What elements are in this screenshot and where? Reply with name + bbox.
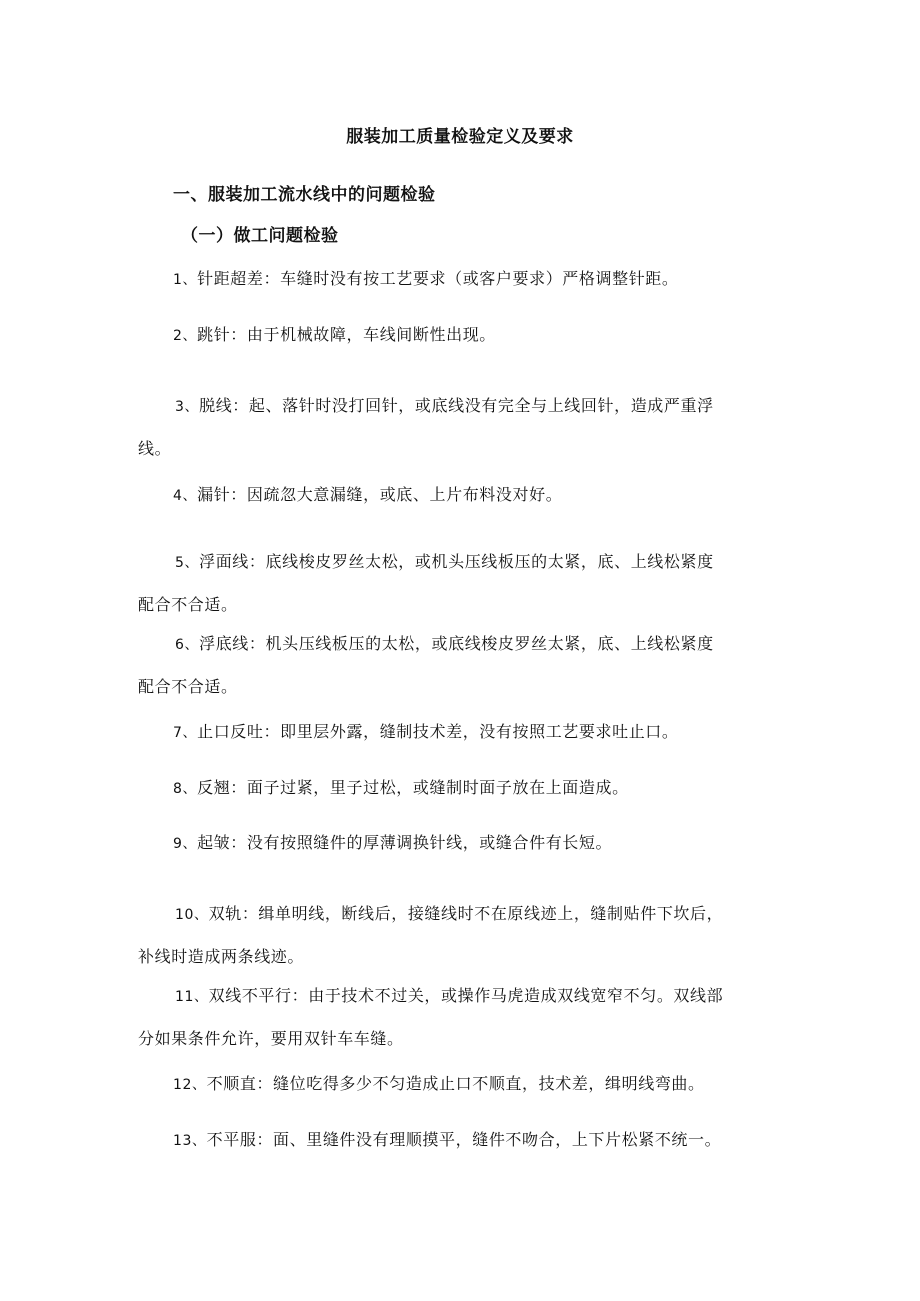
list-item-line <box>138 314 798 357</box>
list-item <box>138 474 798 517</box>
list-item-line <box>138 822 798 865</box>
list-item-line <box>138 711 798 754</box>
list-item-line: 补线时造成两条线迹。 <box>138 947 305 966</box>
item-text: 反翘：面子过紧，里子过松，或缝制时面子放在上面造成。 <box>197 778 629 797</box>
item-number: 8、 <box>173 781 198 797</box>
list-item <box>138 1063 798 1106</box>
list-item-line: 配合不合适。 <box>138 595 238 614</box>
item-number: 1、 <box>173 272 198 288</box>
list-item <box>138 711 798 754</box>
item-number: 7、 <box>173 725 198 741</box>
item-text: 浮面线：底线梭皮罗丝太松，或机头压线板压的太紧，底、上线松紧度 <box>199 552 714 571</box>
list-item-line <box>138 623 798 666</box>
list-item <box>138 314 798 357</box>
item-number: 5、 <box>175 555 200 571</box>
item-text: 针距超差：车缝时没有按工艺要求（或客户要求）严格调整针距。 <box>197 269 679 288</box>
list-item <box>138 767 798 810</box>
item-number: 10、 <box>175 907 209 923</box>
subsection-heading: （一）做工问题检验 <box>181 226 339 246</box>
section-heading: 一、服装加工流水线中的问题检验 <box>173 185 436 205</box>
item-text: 起皱：没有按照缝件的厚薄调换针线，或缝合件有长短。 <box>197 833 613 852</box>
list-item-line: 配合不合适。 <box>138 677 238 696</box>
list-item-line <box>138 975 798 1018</box>
list-item-line <box>138 767 798 810</box>
item-number: 2、 <box>173 328 198 344</box>
list-item <box>138 975 798 1059</box>
item-number: 4、 <box>173 488 198 504</box>
list-item <box>138 623 798 707</box>
item-number: 3、 <box>175 399 200 415</box>
list-item-line <box>138 474 798 517</box>
item-number: 9、 <box>173 836 198 852</box>
list-item-line <box>138 541 798 584</box>
list-item-line: 分如果条件允许，要用双针车车缝。 <box>138 1029 404 1048</box>
item-text: 脱线：起、落针时没打回针，或底线没有完全与上线回针，造成严重浮 <box>199 396 714 415</box>
list-item-line <box>138 258 798 301</box>
item-text: 不顺直：缝位吃得多少不匀造成止口不顺直，技术差，缉明线弯曲。 <box>206 1074 705 1093</box>
item-text: 漏针：因疏忽大意漏缝，或底、上片布料没对好。 <box>197 485 563 504</box>
item-text: 止口反吐：即里层外露，缝制技术差，没有按照工艺要求吐止口。 <box>197 722 679 741</box>
item-number: 6、 <box>175 637 200 653</box>
list-item-line <box>138 893 798 936</box>
document-title: 服装加工质量检验定义及要求 <box>346 127 574 147</box>
item-text: 双线不平行：由于技术不过关，或操作马虎造成双线宽窄不匀。双线部 <box>208 986 724 1005</box>
list-item-line <box>138 1063 798 1106</box>
item-number: 12、 <box>173 1077 207 1093</box>
item-text: 跳针：由于机械故障，车线间断性出现。 <box>197 325 496 344</box>
list-item <box>138 893 798 977</box>
item-text: 双轨：缉单明线，断线后，接缝线时不在原线迹上，缝制贴件下坎后， <box>208 904 724 923</box>
list-item <box>138 385 798 469</box>
list-item <box>138 258 798 301</box>
item-text: 浮底线：机头压线板压的太松，或底线梭皮罗丝太紧，底、上线松紧度 <box>199 634 714 653</box>
list-item <box>138 822 798 865</box>
item-number: 13、 <box>173 1133 207 1149</box>
list-item <box>138 1119 798 1162</box>
list-item-line <box>138 385 798 428</box>
list-item-line <box>138 1119 798 1162</box>
list-item <box>138 541 798 625</box>
item-number: 11、 <box>175 989 209 1005</box>
list-item-line: 线。 <box>138 439 172 458</box>
item-text: 不平服：面、里缝件没有理顺摸平，缝件不吻合，上下片松紧不统一。 <box>206 1130 722 1149</box>
